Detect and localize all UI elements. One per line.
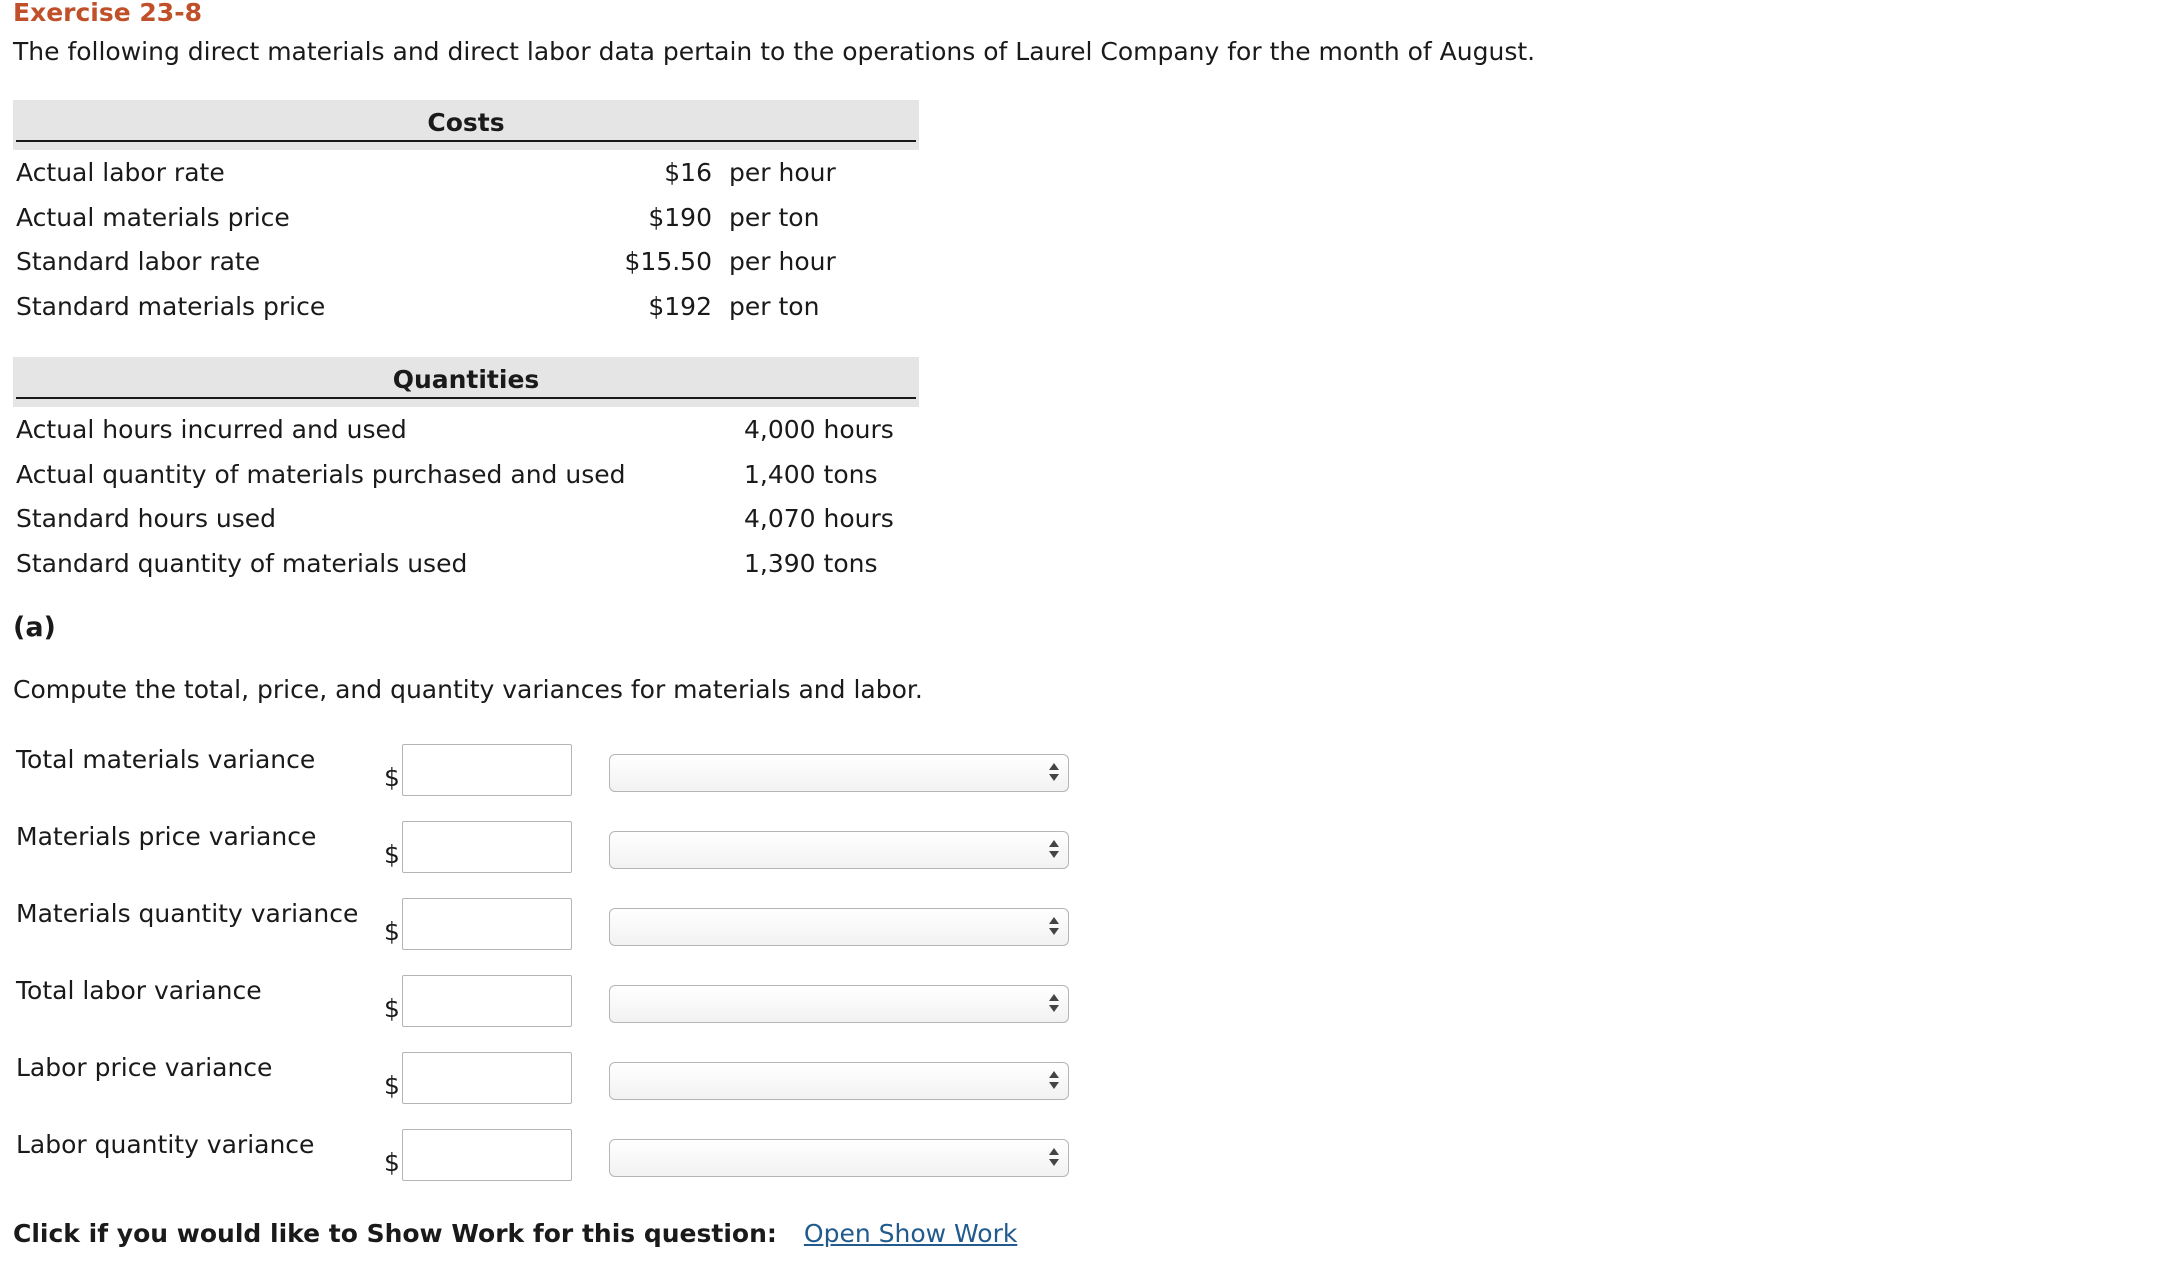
quantities-table (13, 357, 919, 586)
row-label: Actual hours incurred and used (16, 415, 407, 444)
labor-price-variance-select[interactable] (609, 1062, 1069, 1100)
total-materials-variance-select[interactable] (609, 754, 1069, 792)
cost-unit: per hour (729, 158, 836, 187)
materials-price-variance-select[interactable] (609, 831, 1069, 869)
variance-row-labor-quantity (13, 1129, 1073, 1189)
cost-unit: per hour (729, 247, 836, 277)
cost-amount: $15.50 (624, 247, 712, 277)
costs-row-standard-materials-price (13, 285, 919, 330)
part-a-instruction: Compute the total, price, and quantity variances for materials and labor. (13, 675, 923, 704)
quantities-row-actual-hours (13, 408, 919, 453)
row-label: Actual materials price (16, 202, 290, 232)
costs-row-standard-labor-rate (13, 240, 919, 285)
variance-row-materials-quantity (13, 898, 1073, 958)
up-down-arrows-icon (1049, 840, 1059, 860)
up-down-arrows-icon (1049, 917, 1059, 937)
row-label: Standard quantity of materials used (16, 548, 468, 578)
row-label: Standard labor rate (16, 247, 261, 277)
variance-label: Total labor variance (16, 976, 262, 1005)
materials-price-variance-input[interactable] (402, 821, 572, 873)
dollar-sign: $ (384, 763, 400, 792)
row-label: Standard hours used (16, 504, 277, 534)
labor-price-variance-input[interactable] (402, 1052, 572, 1104)
up-down-arrows-icon (1049, 994, 1059, 1014)
variance-label: Materials quantity variance (16, 899, 359, 928)
labor-quantity-variance-input[interactable] (402, 1129, 572, 1181)
up-down-arrows-icon (1049, 1148, 1059, 1168)
variance-label: Total materials variance (16, 745, 316, 774)
costs-header-label: Costs (427, 108, 505, 137)
total-labor-variance-select[interactable] (609, 985, 1069, 1023)
cost-unit: per ton (729, 291, 820, 321)
dollar-sign: $ (384, 1071, 400, 1100)
costs-table-header (13, 100, 919, 150)
dollar-sign: $ (384, 840, 400, 869)
quantities-row-standard-hours (13, 497, 919, 542)
total-labor-variance-input[interactable] (402, 975, 572, 1027)
cost-amount: $190 (648, 202, 712, 232)
quantities-table-header (13, 357, 919, 407)
header-divider (16, 397, 916, 399)
variance-label: Labor quantity variance (16, 1130, 315, 1159)
up-down-arrows-icon (1049, 763, 1059, 783)
costs-table (13, 100, 919, 329)
quantity-value: 1,400 tons (744, 459, 878, 489)
labor-quantity-variance-select[interactable] (609, 1139, 1069, 1177)
materials-quantity-variance-select[interactable] (609, 908, 1069, 946)
variance-row-materials-price (13, 821, 1073, 881)
variance-label: Labor price variance (16, 1053, 273, 1082)
dollar-sign: $ (384, 917, 400, 946)
quantities-row-actual-materials (13, 453, 919, 498)
quantity-value: 4,000 hours (744, 415, 894, 444)
cost-amount: $16 (664, 158, 712, 187)
part-a-label: (a) (13, 612, 56, 643)
quantity-value: 4,070 hours (744, 504, 894, 534)
quantities-header-label: Quantities (392, 365, 540, 394)
show-work-prompt: Click if you would like to Show Work for this question: (13, 1219, 777, 1248)
costs-row-actual-labor-rate (13, 151, 919, 196)
variance-label: Materials price variance (16, 822, 317, 851)
up-down-arrows-icon (1049, 1071, 1059, 1091)
materials-quantity-variance-input[interactable] (402, 898, 572, 950)
costs-row-actual-materials-price (13, 196, 919, 241)
row-label: Actual labor rate (16, 158, 225, 187)
show-work-section (13, 1218, 1017, 1250)
variance-row-labor-price (13, 1052, 1073, 1112)
cost-unit: per ton (729, 202, 820, 232)
dollar-sign: $ (384, 994, 400, 1023)
dollar-sign: $ (384, 1148, 400, 1177)
exercise-title: Exercise 23-8 (13, 0, 202, 27)
exercise-intro: The following direct materials and direct labor data pertain to the operations of Laurel Company for the month of August. (13, 37, 1536, 66)
quantity-value: 1,390 tons (744, 548, 878, 578)
variance-row-total-materials (13, 744, 1073, 804)
row-label: Standard materials price (16, 291, 326, 321)
row-label: Actual quantity of materials purchased and used (16, 459, 626, 489)
total-materials-variance-input[interactable] (402, 744, 572, 796)
open-show-work-link[interactable]: Open Show Work (803, 1219, 1018, 1248)
quantities-row-standard-materials (13, 542, 919, 587)
header-divider (16, 140, 916, 142)
cost-amount: $192 (648, 291, 712, 321)
variance-row-total-labor (13, 975, 1073, 1035)
